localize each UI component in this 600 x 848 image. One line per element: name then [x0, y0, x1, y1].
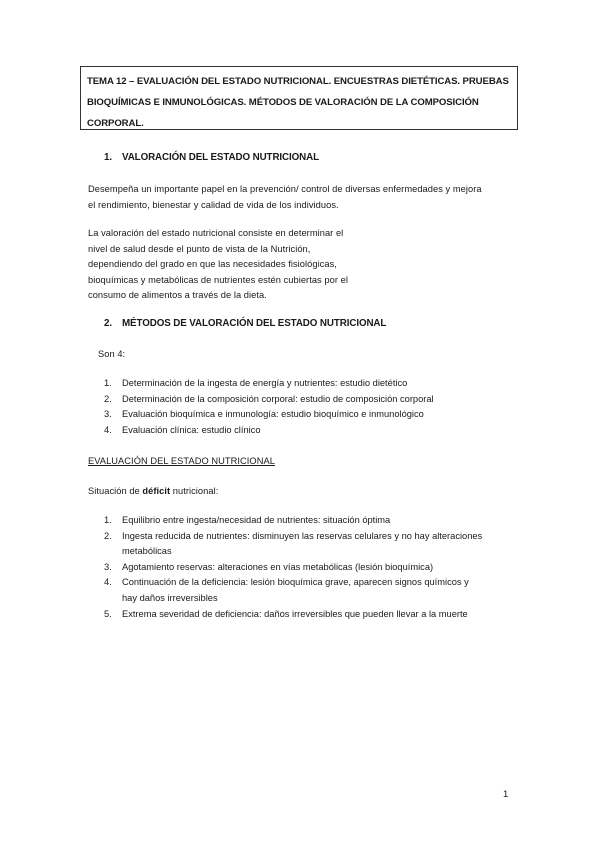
topic-title-box: [80, 66, 518, 130]
list-text: [122, 513, 524, 529]
list-item: [104, 607, 524, 623]
list-number: 2.: [104, 393, 112, 404]
list-number: 1.: [104, 378, 112, 388]
paragraph-line: consumo de alimentos a través de la dieta.: [88, 290, 267, 301]
paragraph-line: el rendimiento, bienestar y calidad de vida de los individuos.: [88, 199, 339, 210]
section-number: 2.: [104, 318, 112, 329]
list-text: [122, 575, 524, 606]
paragraph-line: Desempeña un importante papel en la prevención/ control de diversas enfermedades y mejora: [88, 184, 482, 194]
list-text-line: Agotamiento reservas: alteraciones en vías metabólicas (lesión bioquímica): [122, 561, 434, 572]
list-item: [104, 575, 524, 606]
deficit-stages-list: [104, 513, 524, 622]
section-title: VALORACIÓN DEL ESTADO NUTRICIONAL: [122, 152, 319, 163]
list-number: 4.: [104, 424, 112, 435]
list-text-line: Continuación de la deficiencia: lesión bioquímica grave, aparecen signos químicos y: [122, 577, 469, 588]
list-item: [104, 407, 434, 423]
section-1-heading: [104, 152, 319, 163]
list-text-line: Ingesta reducida de nutrientes: disminuyen las reservas celulares y no hay alteraciones: [122, 530, 483, 541]
list-item: [104, 513, 524, 529]
deficit-intro-bold: déficit: [142, 486, 171, 496]
list-item: [104, 392, 434, 408]
topic-title-line: TEMA 12 – EVALUACIÓN DEL ESTADO NUTRICIONAL. ENCUESTRAS DIETÉTICAS. PRUEBAS: [87, 76, 509, 87]
evaluation-heading: EVALUACIÓN DEL ESTADO NUTRICIONAL: [88, 456, 275, 466]
list-text: Determinación de la ingesta de energía y nutrientes: estudio dietético: [122, 378, 408, 388]
list-text-line: hay daños irreversibles: [122, 592, 218, 603]
list-item: [104, 529, 524, 560]
paragraph-line: nivel de salud desde el punto de vista de la Nutrición,: [88, 243, 311, 254]
section-1-paragraph-2: [88, 226, 348, 304]
deficit-intro: [88, 484, 218, 500]
list-text: [122, 529, 524, 560]
section-number: 1.: [104, 152, 112, 163]
paragraph-line: bioquímicas y metabólicas de nutrientes estén cubiertas por el: [88, 274, 348, 285]
section-title: MÉTODOS DE VALORACIÓN DEL ESTADO NUTRICIONAL: [122, 318, 387, 329]
list-text: [122, 560, 524, 576]
topic-title-line: CORPORAL.: [87, 118, 144, 129]
methods-list: [104, 376, 434, 438]
list-text: [122, 607, 524, 623]
list-number: 3.: [104, 409, 112, 420]
list-number: 4.: [104, 577, 112, 588]
list-text-line: Extrema severidad de deficiencia: daños irreversibles que pueden llevar a la muerte: [122, 608, 468, 619]
list-text-line: Equilibrio entre ingesta/necesidad de nutrientes: situación óptima: [122, 515, 391, 525]
list-number: 5.: [104, 608, 112, 619]
deficit-intro-pre: Situación de: [88, 486, 143, 496]
list-text-line: metabólicas: [122, 546, 172, 557]
list-text: Evaluación bioquímica e inmunología: estudio bioquímico e inmunológico: [122, 409, 424, 420]
paragraph-line: dependiendo del grado en que las necesidades fisiológicas,: [88, 259, 337, 270]
list-number: 1.: [104, 515, 112, 525]
list-text: Determinación de la composición corporal: estudio de composición corporal: [122, 393, 434, 404]
section-2-intro: Son 4:: [98, 349, 126, 359]
topic-title-line: BIOQUÍMICAS E INMUNOLÓGICAS. MÉTODOS DE VALORACIÓN DE LA COMPOSICIÓN: [87, 97, 479, 108]
list-number: 2.: [104, 530, 112, 541]
page-number: 1: [503, 789, 509, 800]
list-number: 3.: [104, 561, 112, 572]
list-item: [104, 376, 434, 392]
deficit-intro-post: nutricional:: [170, 486, 219, 496]
section-2-heading: [104, 318, 386, 329]
section-1-paragraph-1: [88, 182, 482, 213]
list-item: [104, 560, 524, 576]
list-text: Evaluación clínica: estudio clínico: [122, 424, 261, 435]
paragraph-line: La valoración del estado nutricional consiste en determinar el: [88, 228, 344, 238]
list-item: [104, 423, 434, 439]
